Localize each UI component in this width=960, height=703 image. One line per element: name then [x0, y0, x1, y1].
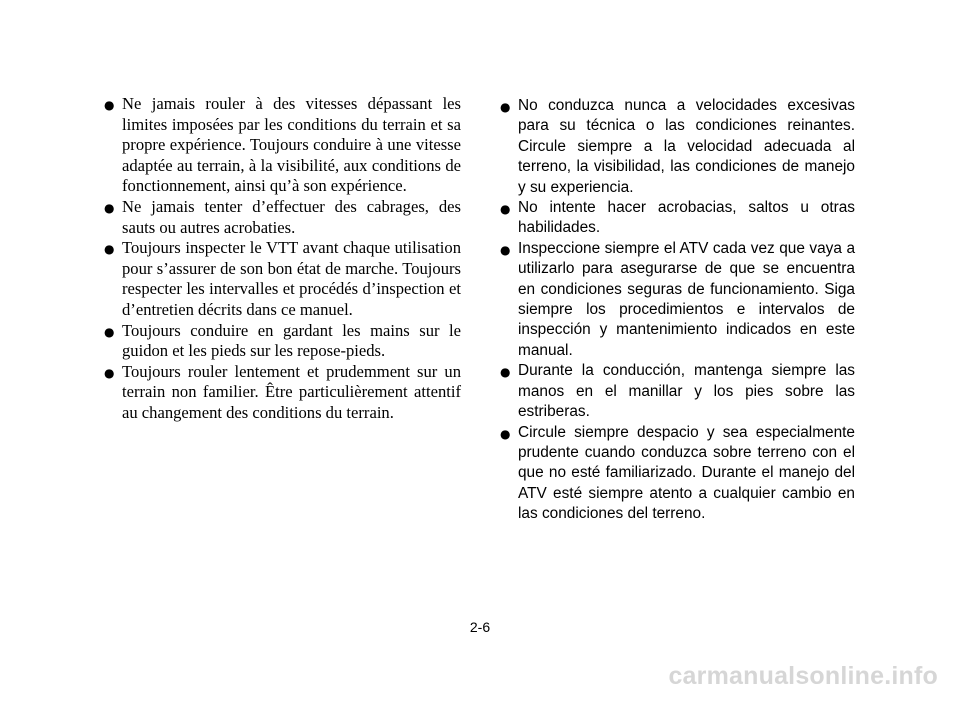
spanish-bullet-text: Durante la conducción, mantenga siempre las manos en el manillar y los pies sobre las estriberas. [518, 362, 855, 421]
page-number: 2-6 [469, 619, 491, 635]
bullet-icon: ● [500, 202, 511, 217]
french-column [103, 94, 461, 424]
bullet-icon: ● [500, 426, 511, 441]
spanish-bullet-item [499, 361, 855, 422]
spanish-bullet-text: No intente hacer acrobacias, saltos u otras habilidades. [518, 199, 855, 237]
spanish-bullet-item [499, 96, 855, 198]
french-bullet-item [103, 362, 461, 424]
watermark: carmanualsonline.info [668, 662, 938, 690]
french-bullet-item [103, 197, 461, 238]
french-bullet-item [103, 238, 461, 320]
bullet-icon: ● [104, 324, 115, 339]
bullet-icon: ● [500, 242, 511, 257]
french-bullet-text: Toujours rouler lentement et prudemment sur un terrain non familier. Être particulièrement attentif au changement des conditions du terrain. [122, 361, 461, 422]
spanish-bullet-text: Circule siempre despacio y sea especialmente prudente cuando conduzca sobre terreno con el que no esté familiarizado. Durante el manejo del ATV esté siempre atento a cualquier cambio en las condiciones del terreno. [518, 423, 855, 523]
french-bullet-text: Toujours inspecter le VTT avant chaque utilisation pour s’assurer de son bon état de marche. Toujours respecter les intervalles et procédés d’inspection et d’entretien décrits dans ce manuel. [122, 238, 461, 319]
french-bullet-item [103, 321, 461, 362]
french-bullet-text: Ne jamais tenter d’effectuer des cabrages, des sauts ou autres acrobaties. [122, 196, 461, 237]
bullet-icon: ● [104, 365, 115, 380]
bullet-icon: ● [104, 200, 115, 215]
spanish-column [499, 96, 855, 525]
spanish-bullet-item [499, 423, 855, 525]
spanish-bullet-item [499, 239, 855, 361]
french-bullet-item [103, 94, 461, 197]
french-bullet-text: Ne jamais rouler à des vitesses dépassant les limites imposées par les conditions du terrain et sa propre expérience. Toujours conduire à une vitesse adaptée au terrain, à la visibilité, aux conditions de fonctionnement, ainsi qu’à son expérience. [122, 94, 461, 196]
bullet-icon: ● [500, 365, 511, 380]
bullet-icon: ● [104, 242, 115, 257]
bullet-icon: ● [104, 98, 115, 112]
bullet-icon: ● [500, 100, 511, 114]
spanish-bullet-item [499, 198, 855, 239]
spanish-bullet-text: Inspeccione siempre el ATV cada vez que vaya a utilizarlo para asegurarse de que se encuentra en condiciones seguras de funcionamiento. Siga siempre los procedimientos e intervalos de inspección y mantenimiento indicados en este manual. [518, 239, 855, 359]
french-bullet-text: Toujours conduire en gardant les mains sur le guidon et les pieds sur les repose-pieds. [122, 320, 461, 361]
spanish-bullet-text: No conduzca nunca a velocidades excesivas para su técnica o las condiciones reinantes. Circule siempre a la velocidad adecuada al terreno, la visibilidad, las condiciones de manejo y su experiencia. [518, 97, 855, 196]
